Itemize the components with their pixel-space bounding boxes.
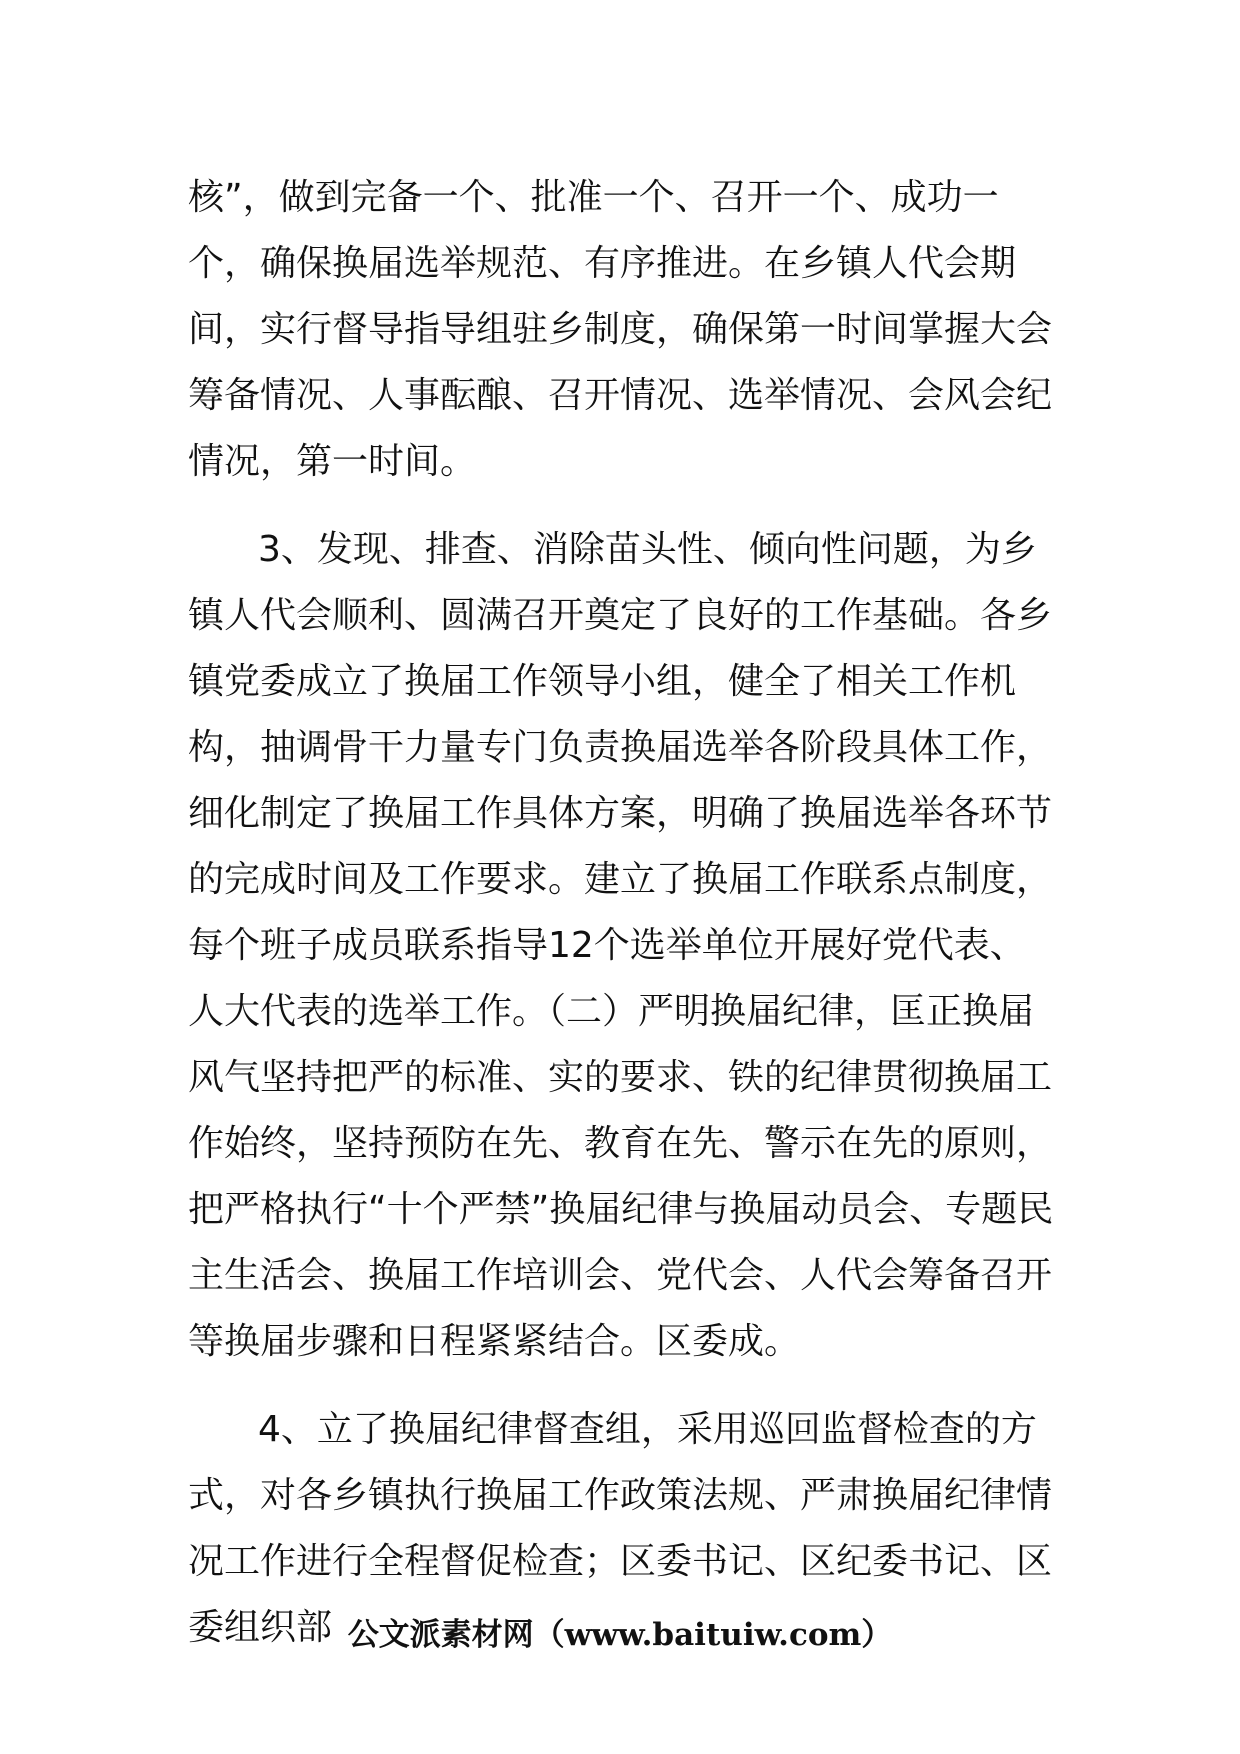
paragraph-1: 核”，做到完备一个、批准一个、召开一个、成功一个，确保换届选举规范、有序推进。在乡镇人代会期间，实行督导指导组驻乡制度，确保第一时间掌握大会筹备情况、人事酝酿、召开情况、选举情况、会风会纪情况，第一时间。 xyxy=(188,177,1053,482)
footer-watermark-text: 公文派素材网（www.baituiw.com） xyxy=(347,1617,893,1653)
paragraph-3: 4、立了换届纪律督查组，采用巡回监督检查的方式，对各乡镇执行换届工作政策法规、严肃换届纪律情况工作进行全程督促检查；区委书记、区纪委书记、区委组织部 xyxy=(188,1409,1053,1648)
paragraph-2: 3、发现、排查、消除苗头性、倾向性问题，为乡镇人代会顺利、圆满召开奠定了良好的工作基础。各乡镇党委成立了换届工作领导小组，健全了相关工作机构，抽调骨干力量专门负责换届选举各阶段具体工作，细化制定了换届工作具体方案，明确了换届选举各环节的完成时间及工作要求。建立了换届工作联系点制度，每个班子成员联系指导12个选举单位开展好党代表、人大代表的选举工作。（二）严明换届纪律，匡正换届风气坚持把严的标准、实的要求、铁的纪律贯彻换届工作始终，坚持预防在先、教育在先、警示在先的原则，把严格执行“十个严禁”换届纪律与换届动员会、专题民主生活会、换届工作培训会、党代会、人代会筹备召开等换届步骤和日程紧紧结合。区委成。 xyxy=(188,529,1054,1362)
document-body xyxy=(188,165,1058,1661)
